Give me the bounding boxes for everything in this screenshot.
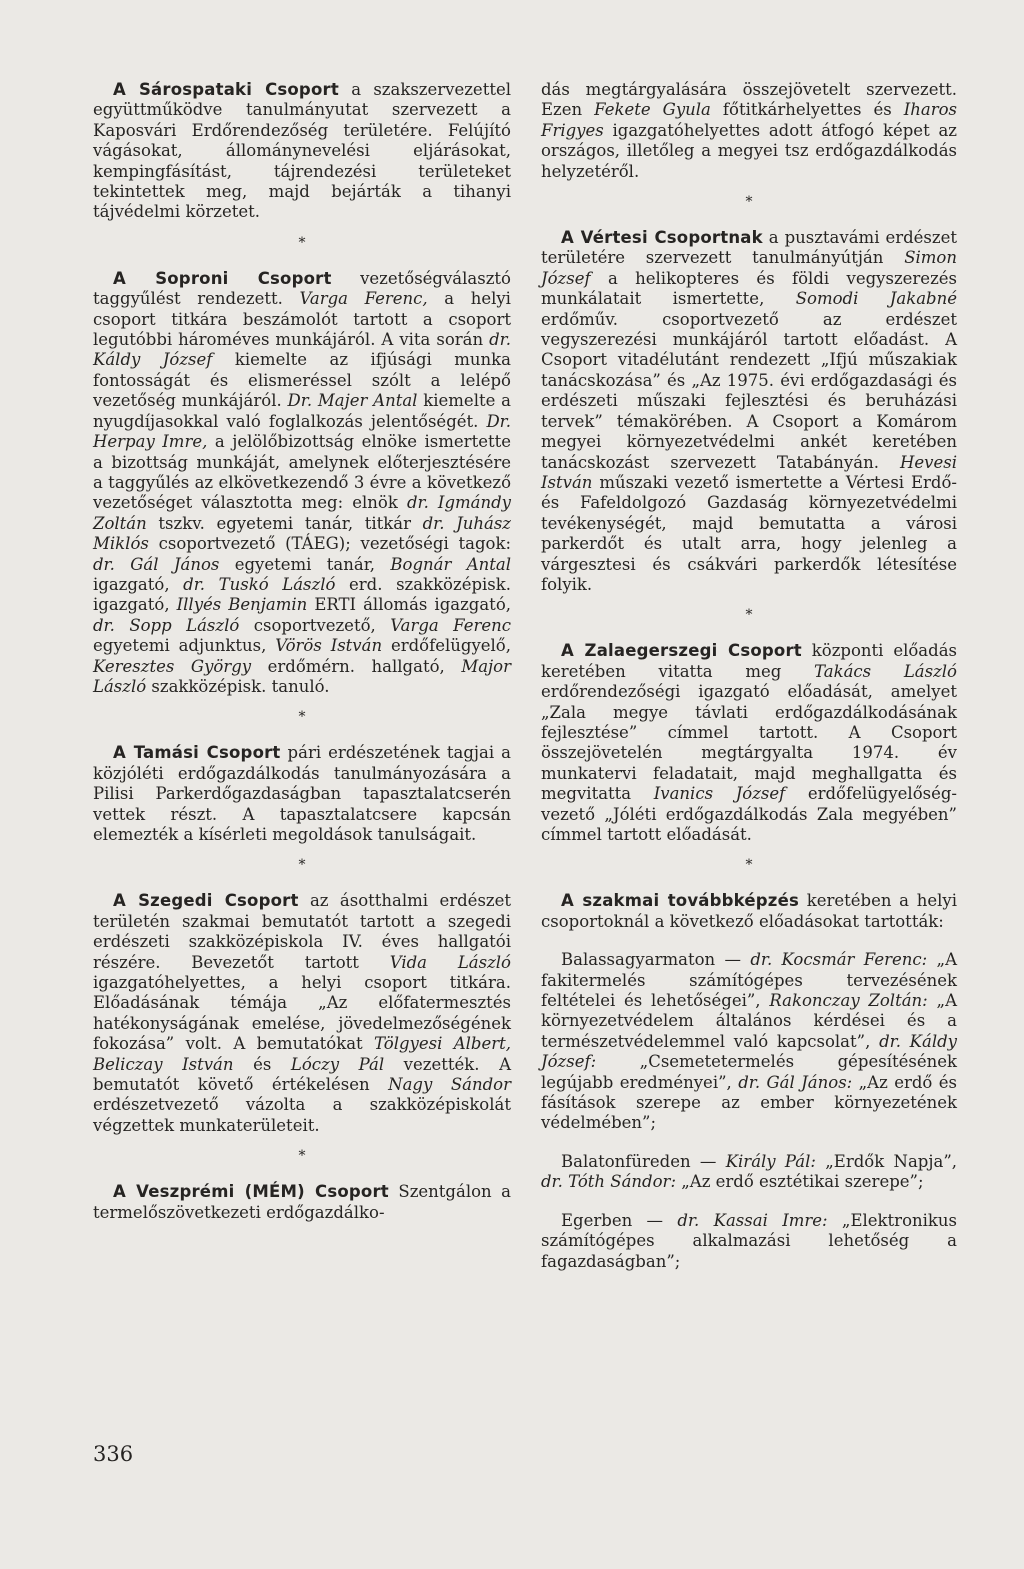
person-name: dr. Igmándy Zoltán [93,493,511,533]
person-name: dr. Káldy József: [541,1031,957,1072]
vertes-paragraph [541,228,957,595]
text-run: erdőműv. csoportvezető az erdészet vegyszerezési munkájáról tartott előadást. A Csoport vitadélutánt rendezett „Ifjú műszakiak tanácskozása” és „Az 1975. évi erdőgazdasági és erdészeti műszaki fejlesztési és beruházási tervek” témakörében. A Csoport a Komárom megyei környezetvédelmi ankét keretében tanácskozást szervezett Tatabányán. [541,309,957,472]
text-run: a helyi csoport titkára beszámolót tartott a csoport legutóbbi hároméves munkájáról. A vita során [93,289,511,350]
separator-star: * [745,607,753,624]
person-name: Tölgyesi Albert, Beliczay István [93,1034,511,1074]
text-run: erdőfelügyelőség-vezető „Jóléti erdőgazdálkodás Zala megyében” címmel tartott előadását. [541,784,957,844]
szeged-heading: A Szegedi Csoport [113,891,299,911]
text-run: „A környezetvédelem általános kérdései és a természetvédelemmel való kapcsolat”, [541,991,957,1051]
tamasi-heading: A Tamási Csoport [113,743,281,763]
eger-paragraph [541,1211,957,1272]
spacer [541,1193,957,1211]
person-name: Varga Ferenc [390,615,512,635]
veszprem-continuation [541,80,957,182]
text-run: szakközépisk. tanuló. [146,676,330,696]
text-run: erd. szakközépisk. igazgató, [93,574,512,615]
person-name: Dr. Herpay Imre, [93,411,511,452]
person-name: Rakonczay Zoltán: [769,991,928,1011]
person-name: dr. Tuskó László [183,574,336,594]
separator-star: * [298,709,306,726]
separator-star: * [745,857,753,874]
person-name: dr. Sopp László [93,615,240,635]
text-run: erdőmérn. hallgató, [251,656,462,676]
person-name: dr. Gál János: [738,1072,853,1092]
person-name: Somodi Jakabné [795,289,957,309]
text-run: Egerben — [561,1210,678,1230]
person-name: Fekete Gyula [594,100,711,120]
text-run: „A fakitermelés számítógépes tervezésének feltételei és lehetőségei”, [541,950,957,1011]
person-name: Bognár Antal [390,554,511,574]
text-run: „Elektronikus számítógépes alkalmazási lehetőség a fagazdaságban”; [541,1210,958,1271]
person-name: Nagy Sándor [388,1075,511,1095]
person-name: Lóczy Pál [290,1054,385,1074]
text-run: erdőfelügyelő, [382,636,511,656]
left-column [93,80,511,1223]
person-name: Hevesi István [541,452,957,492]
balatonfured-paragraph [541,1152,957,1193]
person-name: Vörös István [275,636,383,656]
text-run: az ásotthalmi erdészet területén szakmai bemutatót tartott a szegedi erdészeti szakközépiskola IV. éves hallgatói részére. Bevezetőt tartott [93,891,511,972]
text-run: „Erdők Napja”, [815,1151,957,1171]
szeged-paragraph [93,891,511,1136]
text-run: a helikopteres és földi vegyszerezés munkálatait ismertette, [541,268,957,309]
person-name: Major László [93,656,511,696]
text-run: Balatonfüreden — [561,1151,726,1171]
spacer [541,1134,957,1152]
person-name: Dr. Majer Antal [287,391,418,411]
text-run: és [233,1054,291,1074]
text-run: műszaki vezető ismertette a Vértesi Erdő- és Fafeldolgozó Gazdaság környezetvédelmi tevékenységét, majd bemutatta a városi parkerdőt és utalt arra, hogy jelenleg a várgesztesi és csákvári parkerdők létesítése folyik. [541,472,957,594]
veszprem-heading: A Veszprémi (MÉM) Csoport [113,1182,389,1202]
sopron-paragraph [93,269,511,698]
right-column [541,80,957,1272]
person-name: Iharos Frigyes [541,100,957,140]
text-run: Balassagyarmaton — [561,950,751,970]
separator-star: * [298,234,306,251]
text-run: a pusztavámi erdészet területére szervezett tanulmányútján [541,228,957,268]
text-run: „Az erdő esztétikai szerepe”; [676,1172,924,1192]
separator-star: * [298,857,306,874]
tamasi-text: pári erdészetének tagjai a közjóléti erdőgazdálkodás tanulmányozására a Pilisi Parkerdőgazdaságban tapasztalatcserén vettek részt. A tapasztalatcsere kapcsán elemezték a kísérleti megoldások tanulságait. [93,743,511,844]
zalaegerszeg-heading: A Zalaegerszegi Csoport [561,641,802,661]
separator-star: * [298,1148,306,1165]
person-name: Takács László [814,661,957,681]
person-name: dr. Gál János [93,554,220,574]
tamasi-paragraph [93,743,511,845]
text-run: ERTI állomás igazgató, [307,595,511,615]
text-run: tszkv. egyetemi tanár, titkár [146,513,423,533]
page-number: 336 [93,1442,134,1466]
training-paragraph [541,891,957,932]
sarospatak-heading: A Sárospataki Csoport [113,80,339,99]
balassagyarmat-paragraph [541,950,957,1134]
training-heading: A szakmai továbbképzés [561,891,799,911]
sopron-heading: A Soproni Csoport [113,268,332,288]
text-run: igazgatóhelyettes, a helyi csoport titkára. Előadásának témája „Az előfatermesztés hatékonyságának emelése, jövedelmezőségének fokozása” volt. A bemutatókat [93,973,511,1054]
text-run: vezetőségválasztó taggyűlést rendezett. [93,268,511,309]
person-name: dr. Kassai Imre: [677,1210,828,1230]
text-run: központi előadás keretében vitatta meg [541,641,957,681]
text-run: a jelölőbizottság elnöke ismertette a bizottság munkáját, amelynek előterjesztésére a taggyűlés az elkövetkezendő 3 évre a következő vezetőséget választotta meg: elnök [93,432,511,513]
person-name: dr. Juhász Miklós [93,513,511,554]
person-name: dr. Kocsmár Ferenc: [750,950,928,970]
text-run: igazgatóhelyettes adott átfogó képet az országos, illetőleg a megyei tsz erdőgazdálkodás helyzetéről. [541,120,957,181]
person-name: Ivanics József [653,784,786,804]
veszprem-text: Szentgálon a termelőszövetkezeti erdőgazdálko- [93,1182,511,1222]
text-run: dás megtárgyalására összejövetelt szervezett. Ezen [541,80,957,120]
text-run: kiemelte az ifjúsági munka fontosságát és elismeréssel szólt a lelépő vezetőség munkájáról. [93,350,512,411]
text-run: erdészetvezető vázolta a szakközépiskolát végzettek munkaterületeit. [93,1095,511,1135]
text-run: csoportvezető, [239,615,391,635]
text-run: kiemelte a nyugdíjasokkal való foglalkozás jelentőségét. [93,391,511,431]
text-run: csoportvezető (TÁEG); vezetőségi tagok: [148,534,511,554]
text-run: vezették. A bemutatót követő értékelésen [93,1054,511,1095]
text-run: „Az erdő és fásítások szerepe az ember környezetének védelmében”; [541,1072,957,1133]
person-name: dr. Káldy József [93,330,511,370]
veszprem-paragraph [93,1182,511,1223]
zalaegerszeg-paragraph [541,641,957,845]
person-name: Simon József [541,248,957,288]
person-name: Illyés Benjamin [176,595,308,615]
separator-star: * [745,194,753,211]
person-name: Vida László [389,952,511,972]
text-run: egyetemi adjunktus, [93,636,276,656]
person-name: Keresztes György [93,656,252,676]
spacer [541,932,957,950]
text-run: igazgató, [93,574,184,594]
sarospatak-text: a szakszervezettel együttműködve tanulmányutat szervezett a Kaposvári Erdőrendezőség területére. Felújító vágásokat, állománynevelési eljárásokat, kempingfásítást, tájrendezési területeket tekintettek meg, majd bejárták a tihanyi tájvédelmi körzetet. [93,80,511,222]
person-name: dr. Tóth Sándor: [541,1172,676,1192]
person-name: Király Pál: [725,1151,816,1171]
text-run: erdőrendezőségi igazgató előadását, amelyet „Zala megye távlati erdőgazdálkodásának fejlesztése” címmel tartott. A Csoport összejövetelén megtárgyalta 1974. év munkatervi feladatait, majd meghallgatta és megvitatta [541,682,957,804]
text-run: főtitkárhelyettes és [710,100,904,120]
sarospatak-paragraph [93,80,511,223]
text-run: „Csemetetermelés gépesítésének legújabb eredményei”, [541,1052,957,1092]
person-name: Varga Ferenc, [299,289,428,309]
text-run: egyetemi tanár, [219,554,391,574]
training-text: keretében a helyi csoportoknál a következő előadásokat tartották: [541,891,957,931]
vertes-heading: A Vértesi Csoportnak [561,228,763,248]
